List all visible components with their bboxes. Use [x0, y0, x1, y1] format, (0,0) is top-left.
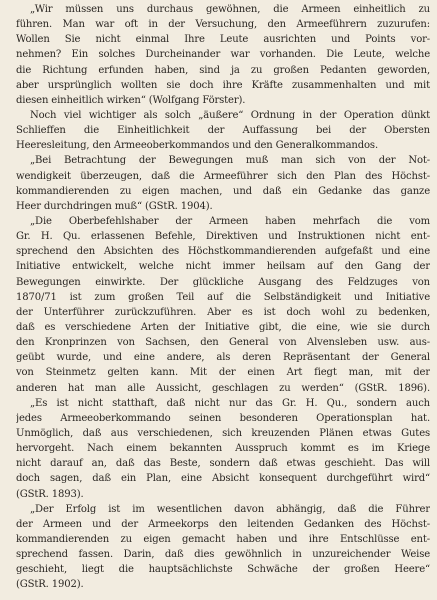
text-line: der Armeen und der Armeekorps den leitenden Gedanken des Höchst- — [16, 518, 430, 530]
text-line: Initiative entwickelt, welche nicht immer heilsam auf den Gang der — [16, 261, 430, 273]
text-line: aber ursprünglich wollten sie doch ihre Kräfte zusammenhalten und mit — [16, 79, 430, 91]
paragraph — [16, 214, 430, 396]
text-line: anderen hat man alle Aussicht, geschlagen zu werden“ (GStR. 1896). — [16, 382, 430, 394]
text-line: diesen einheitlich wirken“ (Wolfgang Förster). — [16, 94, 246, 106]
text-line: daß es verschiedene Arten der Initiative gibt, die eine, wie sie durch — [16, 321, 430, 333]
text-line: 1870/71 ist zum großen Teil auf die Selbständigkeit und Initiative — [16, 291, 430, 303]
text-body — [16, 2, 430, 592]
text-line: Noch viel wichtiger als solch „äußere“ Ordnung in der Operation dünkt — [30, 109, 430, 121]
text-line: (GStR. 1902). — [16, 579, 84, 591]
text-line: sprechend den Absichten des Höchstkommandierenden aufgefaßt und eine — [16, 246, 430, 258]
text-line: doch sagen, daß ein Plan, eine Absicht konsequent durchgeführt wird“ — [16, 473, 430, 485]
text-line: geschieht, liegt die hauptsächlichste Schwäche der großen Heere“ — [16, 564, 430, 576]
text-line: jedes Armeeoberkommando seinen besonderen Operationsplan hat. — [16, 412, 430, 424]
text-line: Unmöglich, daß aus verschiedenen, sich kreuzenden Plänen etwas Gutes — [16, 427, 430, 439]
text-line: „Die Oberbefehlshaber der Armeen haben mehrfach die vom — [30, 215, 430, 227]
text-line: Bewegungen einwirkte. Der glückliche Ausgang des Feldzuges von — [16, 276, 430, 288]
text-line: wendigkeit überzeugen, daß die Armeeführer sich den Plan des Höchst- — [16, 170, 430, 182]
text-line: „Es ist nicht statthaft, daß nicht nur das Gr. H. Qu., sondern auch — [30, 397, 430, 409]
text-line: geübt wurde, und eine andere, als deren Repräsentant der General — [16, 352, 430, 364]
text-line: führen. Man war oft in der Versuchung, den Armeeführern zuzurufen: — [16, 19, 430, 31]
text-line: die Richtung erfunden haben, sind ja zu großen Pedanten geworden, — [16, 64, 430, 76]
text-line: Wollen Sie nicht einmal Ihre Leute ausrichten und Points vor- — [16, 34, 430, 46]
text-line: hervorgeht. Nach einem bekannten Ausspruch kommt es im Kriege — [16, 443, 430, 455]
text-line: „Wir müssen uns durchaus gewöhnen, die Armeen einheitlich zu — [30, 4, 430, 15]
text-line: kommandierenden zu eigen machen, und daß ein Gedanke das ganze — [16, 185, 430, 197]
text-line: kommandierenden zu eigen gemacht haben und ihre Entschlüsse ent- — [16, 533, 430, 545]
text-line: „Der Erfolg ist im wesentlichen davon abhängig, daß die Führer — [30, 503, 430, 515]
text-line: den Kronprinzen von Sachsen, den General von Alvensleben usw. aus- — [16, 337, 430, 349]
text-line: von Steinmetz gelten kann. Mit der einen Art fiegt man, mit der — [16, 367, 430, 379]
text-line: (GStR. 1893). — [16, 488, 84, 500]
text-line: Gr. H. Qu. erlassenen Befehle, Direktiven und Instruktionen nicht ent- — [16, 231, 430, 243]
text-line: Heeresleitung, den Armeeoberkommandos und den Generalkommandos. — [16, 140, 378, 152]
text-line: „Bei Betrachtung der Bewegungen muß man sich von der Not- — [30, 155, 430, 167]
text-line: nicht darauf an, daß das Beste, sondern daß etwas geschieht. Das will — [16, 458, 430, 470]
text-line: Schlieffen die Einheitlichkeit der Auffassung bei der Obersten — [16, 125, 430, 137]
paragraph — [16, 502, 430, 593]
text-line: Heer durchdringen muß“ (GStR. 1904). — [16, 200, 213, 212]
text-line: sprechend fassen. Darin, daß dies gewöhnlich in unzureichender Weise — [16, 549, 430, 561]
paragraph — [16, 396, 430, 502]
paragraph — [16, 2, 430, 108]
text-line: nehmen? Ein solches Durcheinander war vorhanden. Die Leute, welche — [16, 49, 430, 61]
text-line: der Unterführer zurückzuführen. Aber es ist doch wohl zu bedenken, — [16, 306, 430, 318]
paragraph — [16, 108, 430, 153]
paragraph — [16, 153, 430, 214]
